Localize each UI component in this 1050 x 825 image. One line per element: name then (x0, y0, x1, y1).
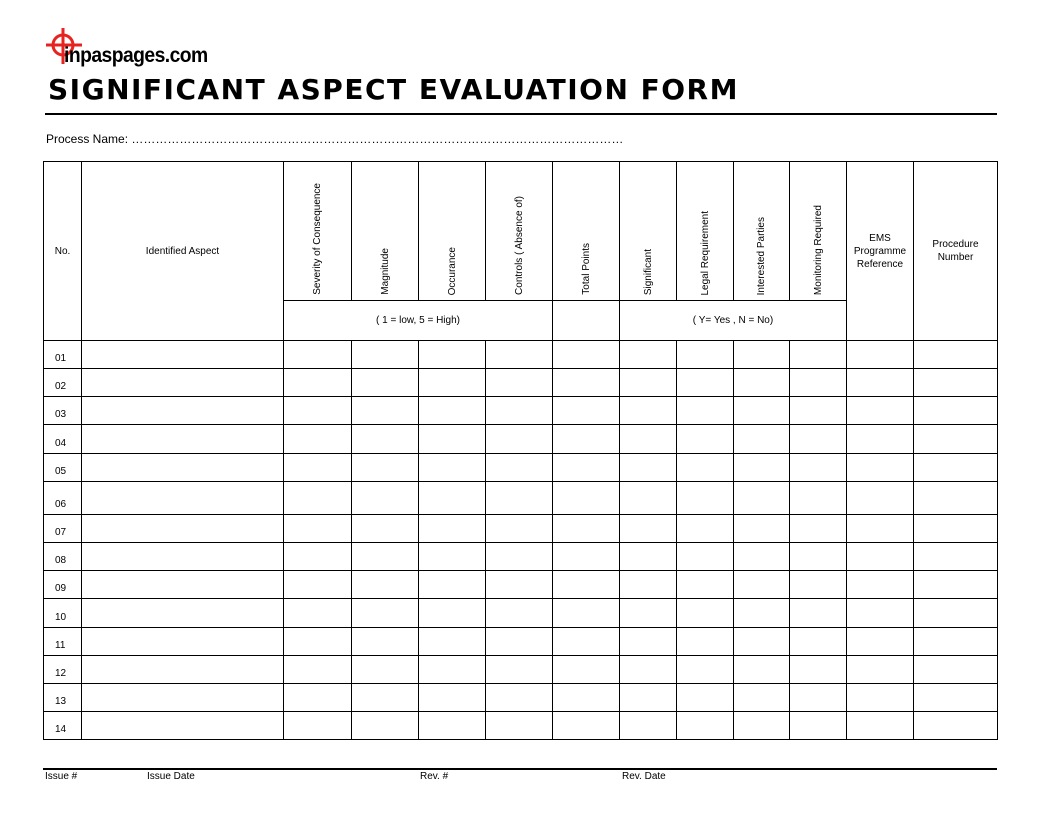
header-row (44, 162, 998, 301)
entry-cell[interactable] (914, 543, 998, 571)
header-controls: Controls ( Absence of) (513, 196, 525, 295)
entry-cell[interactable] (620, 571, 677, 599)
entry-cell[interactable] (914, 656, 998, 684)
entry-cell[interactable] (486, 628, 553, 656)
entry-cell[interactable] (82, 425, 284, 454)
entry-cell[interactable] (847, 571, 914, 599)
entry-cell[interactable] (419, 684, 486, 712)
footer-issue-date: Issue Date (147, 771, 195, 782)
entry-cell[interactable] (284, 628, 352, 656)
entry-cell[interactable] (677, 684, 734, 712)
entry-cell[interactable] (620, 656, 677, 684)
entry-cell[interactable] (847, 341, 914, 369)
entry-cell[interactable] (352, 482, 419, 515)
entry-cell[interactable] (790, 712, 847, 740)
entry-cell[interactable] (677, 628, 734, 656)
entry-cell[interactable] (553, 684, 620, 712)
entry-cell[interactable] (284, 425, 352, 454)
aspect-evaluation-table (43, 161, 998, 740)
entry-cell[interactable] (734, 543, 790, 571)
entry-cell[interactable] (790, 397, 847, 425)
header-severity: Severity of Consequence (312, 183, 323, 295)
entry-cell[interactable] (790, 628, 847, 656)
entry-cell[interactable] (284, 369, 352, 397)
entry-cell[interactable] (790, 571, 847, 599)
table-row (44, 543, 998, 571)
entry-cell[interactable] (847, 656, 914, 684)
table-row (44, 425, 998, 454)
entry-cell[interactable] (82, 571, 284, 599)
header-no: No. (44, 162, 82, 341)
entry-cell[interactable] (553, 397, 620, 425)
row-number: 11 (44, 628, 82, 656)
entry-cell[interactable] (734, 684, 790, 712)
entry-cell[interactable] (914, 369, 998, 397)
scale-blank-cell (553, 301, 620, 341)
entry-cell[interactable] (790, 369, 847, 397)
process-name-label: Process Name: (46, 132, 129, 146)
table-row (44, 341, 998, 369)
entry-cell[interactable] (82, 454, 284, 482)
table-row (44, 599, 998, 628)
header-legal-cell (677, 162, 734, 301)
entry-cell[interactable] (847, 599, 914, 628)
entry-cell[interactable] (790, 425, 847, 454)
entry-cell[interactable] (553, 341, 620, 369)
title-divider (45, 113, 997, 115)
header-legal-requirement: Legal Requirement (699, 210, 711, 295)
header-interested-parties: Interested Parties (756, 216, 767, 295)
entry-cell[interactable] (352, 656, 419, 684)
rating-scale-note: ( 1 = low, 5 = High) (284, 301, 553, 341)
entry-cell[interactable] (677, 397, 734, 425)
entry-cell[interactable] (486, 369, 553, 397)
table-row (44, 684, 998, 712)
entry-cell[interactable] (352, 397, 419, 425)
entry-cell[interactable] (486, 712, 553, 740)
entry-cell[interactable] (677, 341, 734, 369)
entry-cell[interactable] (553, 425, 620, 454)
entry-cell[interactable] (419, 482, 486, 515)
entry-cell[interactable] (486, 341, 553, 369)
entry-cell[interactable] (734, 425, 790, 454)
entry-cell[interactable] (553, 599, 620, 628)
entry-cell[interactable] (352, 599, 419, 628)
entry-cell[interactable] (284, 712, 352, 740)
entry-cell[interactable] (914, 341, 998, 369)
entry-cell[interactable] (620, 369, 677, 397)
header-monitoring-cell (790, 162, 847, 301)
header-procedure-text: Procedure Number (932, 239, 979, 263)
table-row (44, 712, 998, 740)
header-magnitude-cell (352, 162, 419, 301)
entry-cell[interactable] (419, 369, 486, 397)
table-row (44, 656, 998, 684)
entry-cell[interactable] (82, 712, 284, 740)
entry-cell[interactable] (620, 599, 677, 628)
entry-cell[interactable] (734, 712, 790, 740)
entry-cell[interactable] (352, 369, 419, 397)
header-occurance: Occurance (446, 246, 458, 295)
entry-cell[interactable] (734, 515, 790, 543)
entry-cell[interactable] (284, 599, 352, 628)
footer-divider (43, 768, 997, 770)
entry-cell[interactable] (620, 454, 677, 482)
row-number: 06 (44, 482, 82, 515)
entry-cell[interactable] (284, 571, 352, 599)
entry-cell[interactable] (677, 543, 734, 571)
entry-cell[interactable] (620, 425, 677, 454)
entry-cell[interactable] (620, 482, 677, 515)
entry-cell[interactable] (486, 454, 553, 482)
entry-cell[interactable] (284, 543, 352, 571)
entry-cell[interactable] (734, 656, 790, 684)
entry-cell[interactable] (847, 543, 914, 571)
entry-cell[interactable] (734, 628, 790, 656)
entry-cell[interactable] (419, 543, 486, 571)
entry-cell[interactable] (677, 571, 734, 599)
entry-cell[interactable] (352, 341, 419, 369)
entry-cell[interactable] (486, 515, 553, 543)
table-row (44, 482, 998, 515)
entry-cell[interactable] (553, 369, 620, 397)
entry-cell[interactable] (352, 684, 419, 712)
yes-no-scale-note: ( Y= Yes , N = No) (620, 301, 847, 341)
entry-cell[interactable] (419, 599, 486, 628)
entry-cell[interactable] (82, 628, 284, 656)
entry-cell[interactable] (419, 397, 486, 425)
entry-cell[interactable] (734, 599, 790, 628)
entry-cell[interactable] (620, 341, 677, 369)
header-ems-reference (847, 162, 914, 341)
entry-cell[interactable] (82, 341, 284, 369)
row-number: 09 (44, 571, 82, 599)
entry-cell[interactable] (284, 341, 352, 369)
entry-cell[interactable] (284, 482, 352, 515)
entry-cell[interactable] (419, 515, 486, 543)
entry-cell[interactable] (734, 341, 790, 369)
row-number: 03 (44, 397, 82, 425)
entry-cell[interactable] (847, 712, 914, 740)
table-row (44, 628, 998, 656)
entry-cell[interactable] (734, 397, 790, 425)
table-row (44, 397, 998, 425)
table-row (44, 454, 998, 482)
row-number: 13 (44, 684, 82, 712)
header-controls-cell (486, 162, 553, 301)
entry-cell[interactable] (553, 515, 620, 543)
entry-cell[interactable] (790, 482, 847, 515)
entry-cell[interactable] (734, 369, 790, 397)
entry-cell[interactable] (914, 397, 998, 425)
process-name-blank[interactable]: …………………………………………………………………………………………………………… (131, 132, 624, 146)
process-name-line (46, 132, 623, 146)
footer-rev-number: Rev. # (420, 771, 449, 782)
entry-cell[interactable] (82, 656, 284, 684)
entry-cell[interactable] (734, 482, 790, 515)
entry-cell[interactable] (553, 454, 620, 482)
table-row (44, 571, 998, 599)
entry-cell[interactable] (352, 543, 419, 571)
header-monitoring-required: Monitoring Required (812, 204, 824, 295)
entry-cell[interactable] (82, 684, 284, 712)
header-magnitude: Magnitude (379, 248, 391, 295)
entry-cell[interactable] (284, 656, 352, 684)
entry-cell[interactable] (82, 397, 284, 425)
table-row (44, 369, 998, 397)
entry-cell[interactable] (790, 543, 847, 571)
entry-cell[interactable] (914, 454, 998, 482)
entry-cell[interactable] (284, 397, 352, 425)
entry-cell[interactable] (620, 397, 677, 425)
entry-cell[interactable] (677, 482, 734, 515)
header-identified-aspect: Identified Aspect (82, 162, 284, 341)
row-number: 14 (44, 712, 82, 740)
entry-cell[interactable] (847, 425, 914, 454)
entry-cell[interactable] (620, 628, 677, 656)
entry-cell[interactable] (352, 454, 419, 482)
logo-text: inpaspages.com (64, 44, 208, 67)
entry-cell[interactable] (419, 454, 486, 482)
entry-cell[interactable] (352, 628, 419, 656)
entry-cell[interactable] (352, 571, 419, 599)
entry-cell[interactable] (734, 571, 790, 599)
footer-issue-number: Issue # (45, 771, 78, 782)
entry-cell[interactable] (419, 656, 486, 684)
row-number: 02 (44, 369, 82, 397)
entry-cell[interactable] (82, 543, 284, 571)
entry-cell[interactable] (486, 425, 553, 454)
entry-cell[interactable] (486, 599, 553, 628)
entry-cell[interactable] (914, 712, 998, 740)
header-significant-cell (620, 162, 677, 301)
row-number: 10 (44, 599, 82, 628)
entry-cell[interactable] (82, 599, 284, 628)
header-occurance-cell (419, 162, 486, 301)
header-total-points: Total Points (580, 243, 592, 295)
row-number: 12 (44, 656, 82, 684)
entry-cell[interactable] (419, 628, 486, 656)
entry-cell[interactable] (82, 482, 284, 515)
entry-cell[interactable] (847, 482, 914, 515)
entry-cell[interactable] (847, 515, 914, 543)
entry-cell[interactable] (486, 571, 553, 599)
entry-cell[interactable] (284, 454, 352, 482)
entry-cell[interactable] (790, 599, 847, 628)
header-total-points-cell (553, 162, 620, 301)
entry-cell[interactable] (284, 515, 352, 543)
entry-cell[interactable] (790, 656, 847, 684)
entry-cell[interactable] (553, 628, 620, 656)
entry-cell[interactable] (419, 425, 486, 454)
entry-cell[interactable] (486, 482, 553, 515)
entry-cell[interactable] (847, 397, 914, 425)
entry-cell[interactable] (486, 543, 553, 571)
entry-cell[interactable] (677, 712, 734, 740)
site-logo (46, 26, 236, 70)
entry-cell[interactable] (553, 543, 620, 571)
entry-cell[interactable] (486, 684, 553, 712)
entry-cell[interactable] (790, 684, 847, 712)
entry-cell[interactable] (914, 482, 998, 515)
entry-cell[interactable] (914, 684, 998, 712)
entry-cell[interactable] (553, 482, 620, 515)
footer-rev-date: Rev. Date (622, 771, 666, 782)
entry-cell[interactable] (734, 454, 790, 482)
entry-cell[interactable] (677, 515, 734, 543)
entry-cell[interactable] (553, 712, 620, 740)
entry-cell[interactable] (677, 599, 734, 628)
entry-cell[interactable] (847, 454, 914, 482)
entry-cell[interactable] (677, 369, 734, 397)
header-ems-text: EMS Programme Reference (853, 232, 907, 270)
entry-cell[interactable] (914, 628, 998, 656)
entry-cell[interactable] (790, 341, 847, 369)
entry-cell[interactable] (82, 369, 284, 397)
entry-cell[interactable] (914, 571, 998, 599)
entry-cell[interactable] (677, 656, 734, 684)
entry-cell[interactable] (620, 712, 677, 740)
entry-cell[interactable] (419, 571, 486, 599)
row-number: 01 (44, 341, 82, 369)
row-number: 04 (44, 425, 82, 454)
entry-cell[interactable] (790, 515, 847, 543)
entry-cell[interactable] (620, 684, 677, 712)
row-number: 05 (44, 454, 82, 482)
header-severity-cell (284, 162, 352, 301)
entry-cell[interactable] (914, 599, 998, 628)
header-significant: Significant (642, 248, 654, 295)
row-number: 08 (44, 543, 82, 571)
entry-cell[interactable] (677, 425, 734, 454)
form-title: SIGNIFICANT ASPECT EVALUATION FORM (48, 73, 739, 106)
entry-cell[interactable] (553, 656, 620, 684)
entry-cell[interactable] (620, 515, 677, 543)
entry-cell[interactable] (847, 369, 914, 397)
row-number: 07 (44, 515, 82, 543)
entry-cell[interactable] (790, 454, 847, 482)
entry-cell[interactable] (677, 454, 734, 482)
entry-cell[interactable] (352, 425, 419, 454)
entry-cell[interactable] (847, 684, 914, 712)
entry-cell[interactable] (352, 515, 419, 543)
entry-cell[interactable] (284, 684, 352, 712)
entry-cell[interactable] (914, 515, 998, 543)
entry-cell[interactable] (847, 628, 914, 656)
entry-cell[interactable] (553, 571, 620, 599)
table-row (44, 515, 998, 543)
entry-cell[interactable] (486, 656, 553, 684)
header-procedure-number (914, 162, 998, 341)
entry-cell[interactable] (419, 341, 486, 369)
entry-cell[interactable] (352, 712, 419, 740)
entry-cell[interactable] (82, 515, 284, 543)
header-interested-cell (734, 162, 790, 301)
entry-cell[interactable] (486, 397, 553, 425)
entry-cell[interactable] (419, 712, 486, 740)
entry-cell[interactable] (620, 543, 677, 571)
entry-cell[interactable] (914, 425, 998, 454)
